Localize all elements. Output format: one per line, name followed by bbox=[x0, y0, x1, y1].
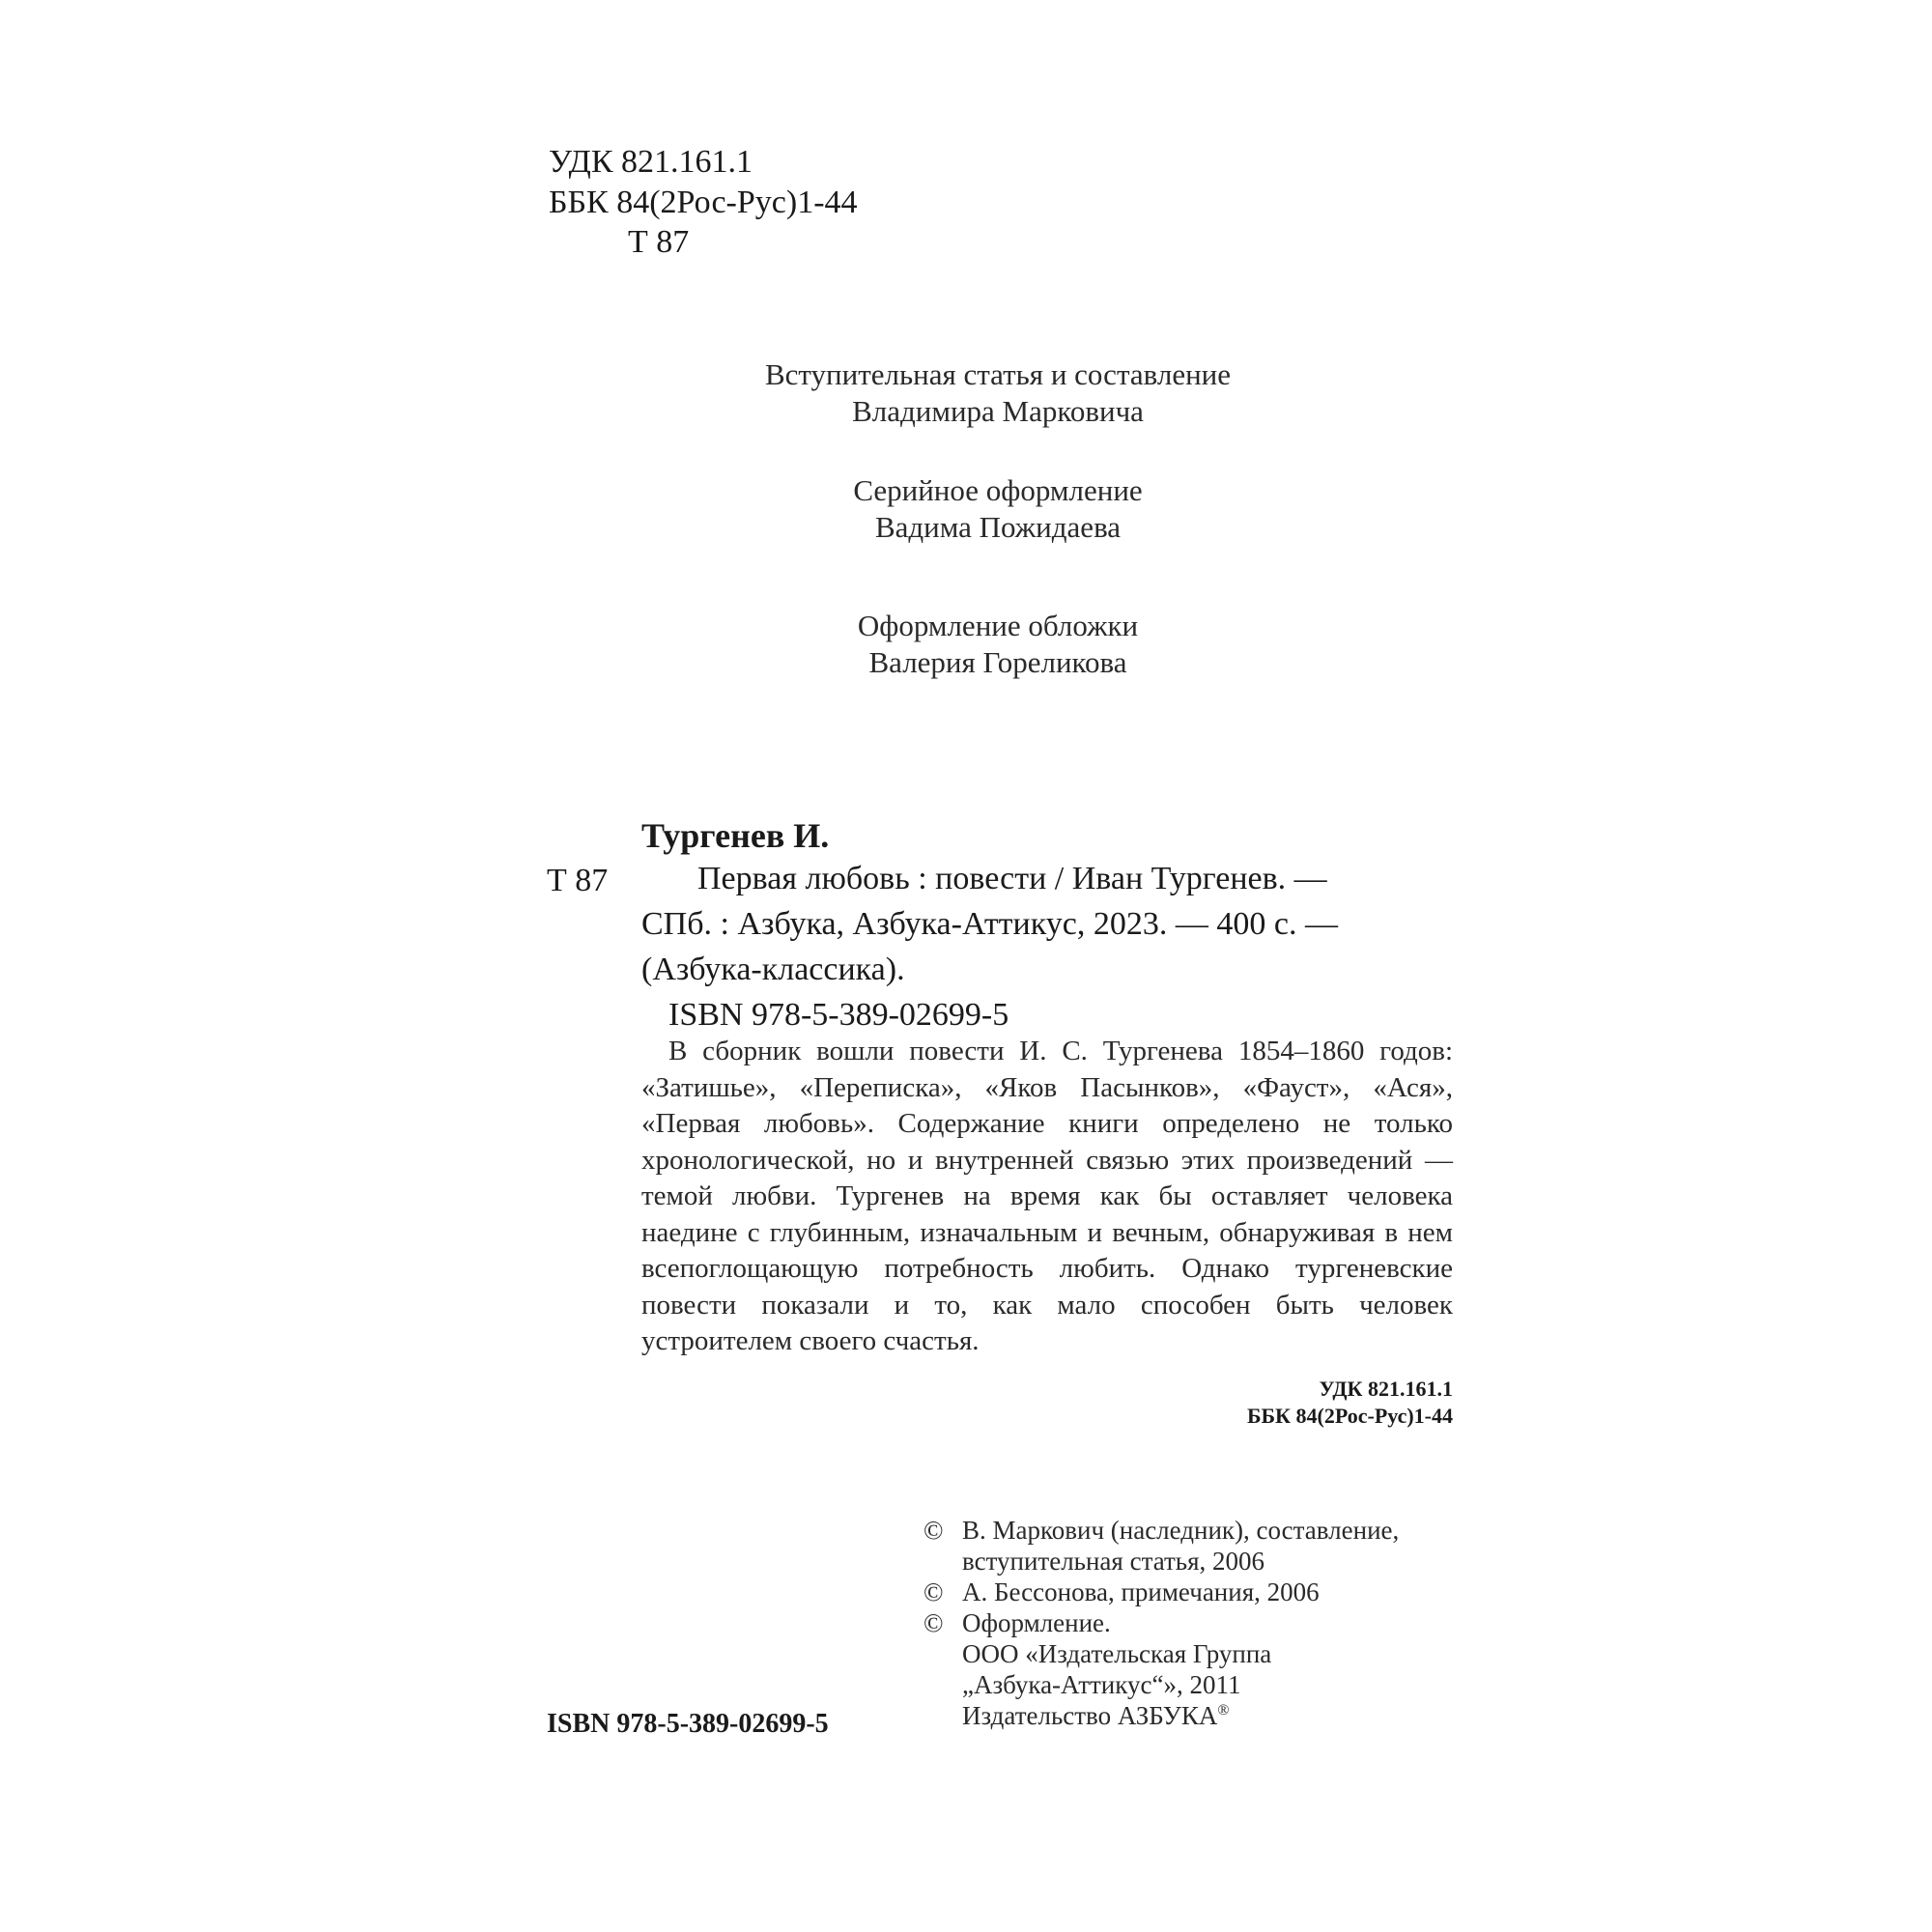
bbk-code: ББК 84(2Рос-Рус)1-44 bbox=[549, 185, 858, 220]
registered-mark-icon: ® bbox=[1217, 1702, 1230, 1719]
udk-code: УДК 821.161.1 bbox=[549, 144, 753, 180]
publisher-name: Издательство АЗБУКА bbox=[962, 1701, 1218, 1730]
annotation-text: В сборник вошли повести И. С. Тургенева 1854–1860 годов: «Затишье», «Переписка», «Яков Пасынков», «Фауст», «Ася», «Первая любовь». Содержание книги определено не только хронологической, но и внутренней связью этих произведений — темой любви. Тургенев на время как бы оставляет человека наедине с глубинным, изначальным и вечным, обнаруживая в нем всепоглощающую потребность любить. Однако тургеневские повести показали и то, как мало способен быть человек устроителем своего счастья. bbox=[641, 1036, 1453, 1356]
record-author: Тургенев И. bbox=[641, 816, 830, 855]
copyright-icon: © bbox=[923, 1608, 944, 1637]
copyright-entry bbox=[923, 1515, 1399, 1546]
copyright-entry-continued bbox=[923, 1638, 1399, 1669]
credit-person: Валерия Гореликова bbox=[868, 645, 1127, 679]
record-title-line: Первая любовь : повести / Иван Тургенев. — bbox=[697, 861, 1327, 896]
copyright-icon: © bbox=[923, 1577, 944, 1606]
copyright-text: В. Маркович (наследник), составление, bbox=[962, 1516, 1400, 1545]
record-author-mark: Т 87 bbox=[547, 863, 609, 898]
copyright-entry-continued bbox=[923, 1546, 1399, 1577]
isbn-bottom: ISBN 978-5-389-02699-5 bbox=[547, 1709, 829, 1739]
author-mark-top: Т 87 bbox=[628, 224, 690, 260]
copyright-text: вступительная статья, 2006 bbox=[962, 1547, 1265, 1576]
bbk-code-small: ББК 84(2Рос-Рус)1-44 bbox=[1246, 1404, 1453, 1428]
copyright-block bbox=[923, 1515, 1399, 1731]
copyright-text: „Азбука-Аттикус“», 2011 bbox=[962, 1670, 1241, 1699]
credit-role: Вступительная статья и составление bbox=[764, 357, 1232, 391]
record-series-line: (Азбука-классика). bbox=[641, 952, 905, 987]
credit-person: Вадима Пожидаева bbox=[874, 510, 1122, 544]
copyright-entry-continued bbox=[923, 1669, 1399, 1700]
record-imprint-line: СПб. : Азбука, Азбука-Аттикус, 2023. — 400 с. — bbox=[641, 906, 1338, 942]
credit-introduction bbox=[0, 356, 1932, 430]
copyright-icon: © bbox=[923, 1516, 944, 1545]
copyright-text: А. Бессонова, примечания, 2006 bbox=[962, 1577, 1320, 1606]
credit-role: Оформление обложки bbox=[857, 609, 1139, 642]
copyright-text: ООО «Издательская Группа bbox=[962, 1639, 1272, 1668]
copyright-entry-continued bbox=[923, 1700, 1399, 1731]
copyright-entry bbox=[923, 1577, 1399, 1607]
credit-role: Серийное оформление bbox=[853, 473, 1143, 507]
credit-series-design bbox=[0, 472, 1932, 546]
record-isbn-line: ISBN 978-5-389-02699-5 bbox=[668, 997, 1009, 1033]
udk-code-small: УДК 821.161.1 bbox=[1319, 1377, 1453, 1401]
credit-cover-design bbox=[0, 608, 1932, 681]
copyright-entry bbox=[923, 1607, 1399, 1638]
copyright-text: Оформление. bbox=[962, 1608, 1111, 1637]
record-annotation bbox=[641, 1034, 1453, 1360]
credit-person: Владимира Марковича bbox=[852, 394, 1144, 428]
